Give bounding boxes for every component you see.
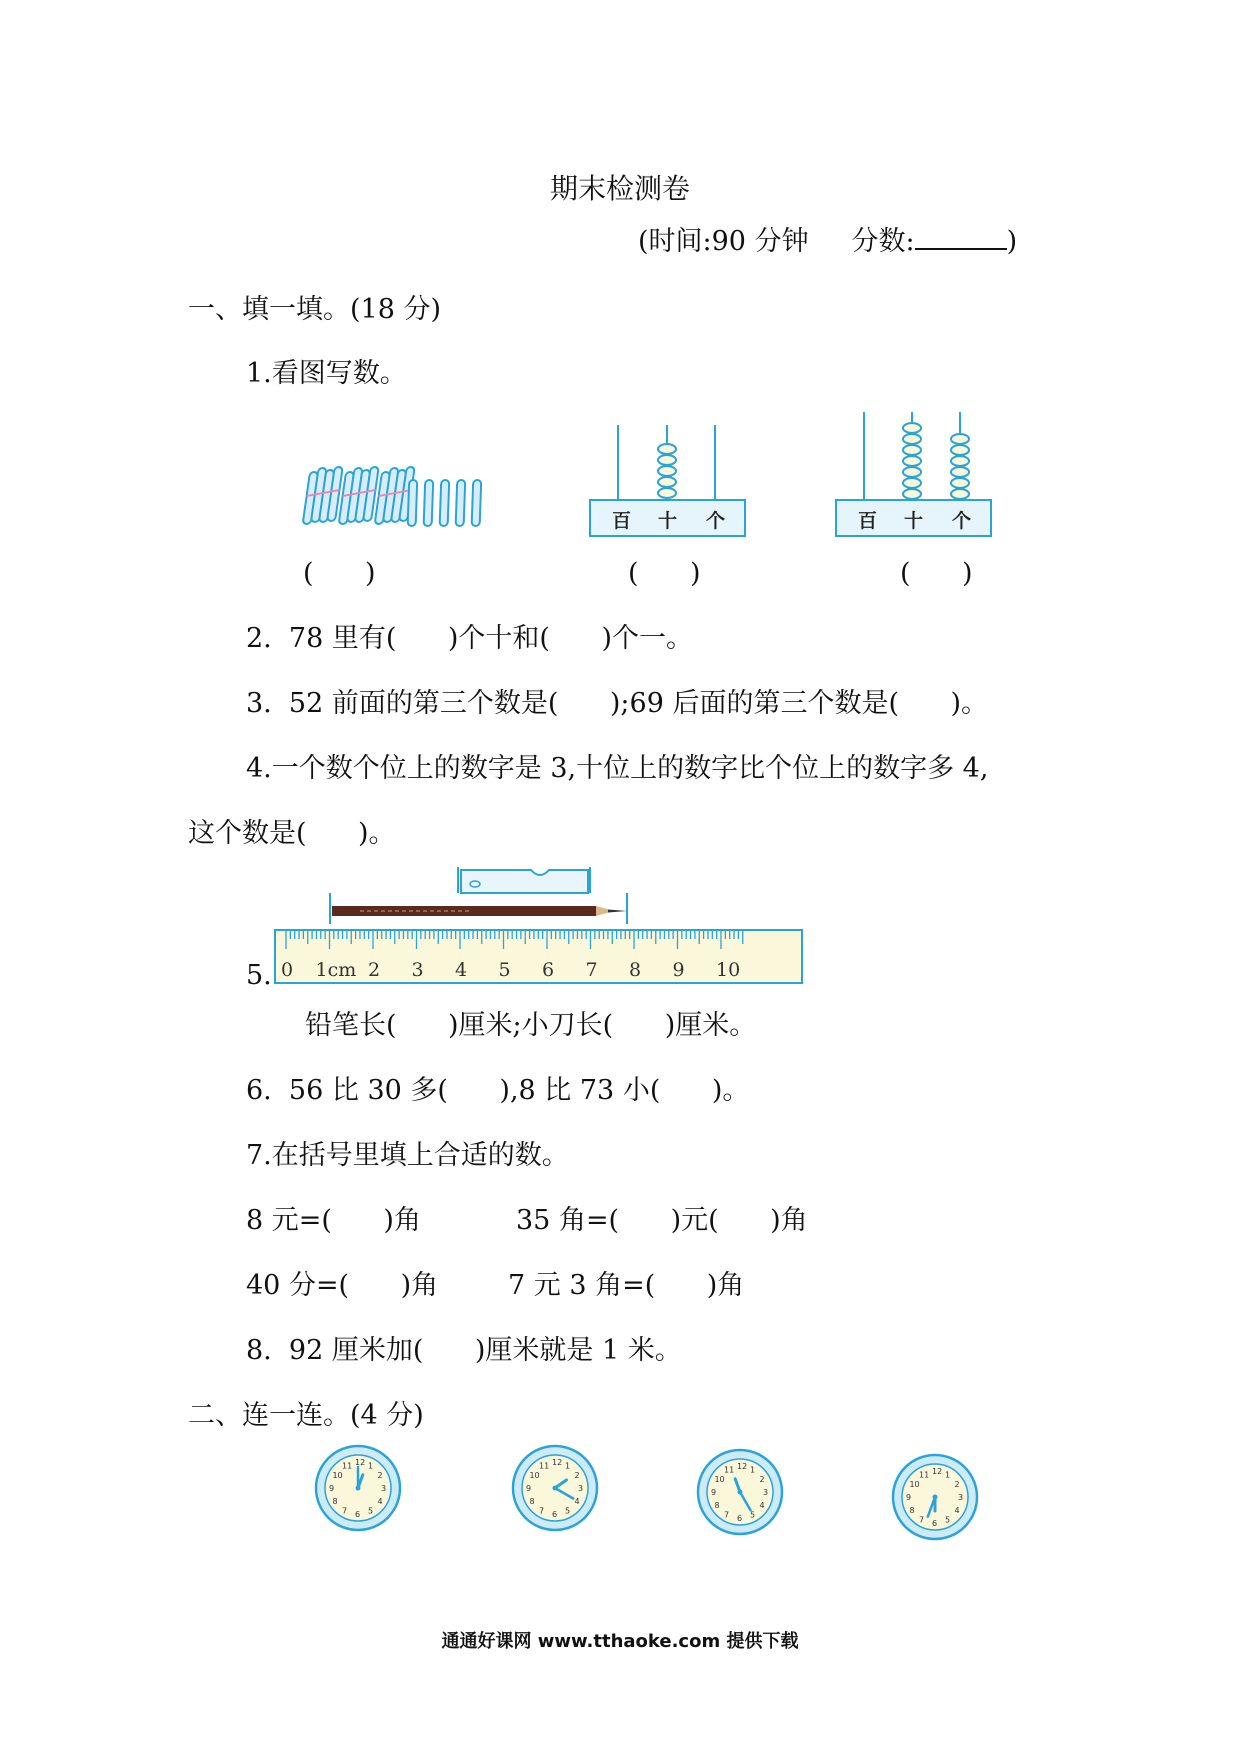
clock-numeral: 5 — [945, 1515, 951, 1525]
clock-numeral: 1 — [750, 1465, 756, 1475]
clock-icon[interactable] — [893, 1455, 977, 1539]
abacus-label: 十 — [658, 510, 678, 532]
ruler-label: 1cm — [315, 959, 357, 981]
clock-numeral: 8 — [909, 1506, 915, 1515]
section2-heading: 二、连一连。(4 分) — [188, 1400, 424, 1431]
ruler-label: 4 — [455, 959, 468, 981]
clock-numeral: 2 — [574, 1471, 580, 1480]
clock-numeral: 5 — [750, 1510, 756, 1520]
clock-numeral: 9 — [329, 1484, 335, 1493]
clock-numeral: 2 — [759, 1475, 765, 1484]
score-label: 分数: — [851, 226, 915, 257]
clock-numeral: 10 — [714, 1475, 725, 1484]
abacus-label: 个 — [706, 510, 726, 532]
q7-item: 8 元=( )角 — [246, 1205, 421, 1236]
ruler-label: 5 — [498, 959, 511, 981]
q7-text: 7.在括号里填上合适的数。 — [246, 1140, 569, 1171]
q5-answer: 铅笔长( )厘米;小刀长( )厘米。 — [305, 1010, 757, 1041]
q1-answer-blank[interactable]: ( ) — [628, 558, 701, 589]
ruler-label: 6 — [542, 959, 555, 981]
clock-numeral: 6 — [355, 1510, 361, 1519]
clock-icon[interactable] — [698, 1450, 782, 1534]
ruler-label: 8 — [629, 959, 642, 981]
clock-numeral: 12 — [932, 1467, 943, 1476]
section1-heading: 一、填一填。(18 分) — [188, 294, 442, 325]
q1-answer-blank[interactable]: ( ) — [303, 558, 376, 589]
clock-numeral: 11 — [724, 1465, 735, 1475]
clock-numeral: 12 — [737, 1462, 748, 1471]
q7-item: 7 元 3 角=( )角 — [508, 1270, 745, 1301]
footer-credit: 通通好课网 www.tthaoke.com 提供下载 — [441, 1631, 799, 1652]
clock-numeral: 8 — [332, 1497, 338, 1506]
clock-numeral: 3 — [381, 1484, 387, 1493]
q1-answer-blank[interactable]: ( ) — [900, 558, 973, 589]
clock-numeral: 4 — [574, 1497, 580, 1506]
clock-numeral: 10 — [332, 1471, 343, 1480]
q7-item: 35 角=( )元( )角 — [516, 1205, 808, 1236]
clock-numeral: 6 — [737, 1514, 743, 1523]
meta-close: ) — [1006, 226, 1018, 257]
clock-numeral: 8 — [714, 1501, 720, 1510]
clock-numeral: 1 — [945, 1470, 951, 1480]
ruler-label: 9 — [672, 959, 685, 981]
abacus-label: 百 — [858, 510, 878, 532]
ruler-label: 10 — [716, 959, 741, 981]
clock-numeral: 10 — [529, 1471, 540, 1480]
clock-numeral: 8 — [529, 1497, 535, 1506]
clock-numeral: 5 — [368, 1506, 374, 1516]
clock-numeral: 9 — [711, 1488, 717, 1497]
clock-numeral: 12 — [552, 1458, 563, 1467]
q1-text: 1.看图写数。 — [246, 358, 407, 389]
clock-numeral: 5 — [565, 1506, 571, 1516]
time-limit: (时间:90 分钟 — [638, 226, 809, 257]
q6-text: 6. 56 比 30 多( ),8 比 73 小( )。 — [246, 1075, 750, 1106]
clock-icon[interactable] — [513, 1446, 597, 1530]
clock-icon[interactable] — [316, 1446, 400, 1530]
q5-number: 5. — [246, 960, 272, 991]
clock-numeral: 11 — [342, 1461, 353, 1471]
q3-text: 3. 52 前面的第三个数是( );69 后面的第三个数是( )。 — [246, 688, 989, 719]
page-title: 期末检测卷 — [549, 172, 690, 205]
clock-numeral: 3 — [578, 1484, 584, 1493]
clock-numeral: 11 — [919, 1470, 930, 1480]
clock-numeral: 9 — [526, 1484, 532, 1493]
clock-numeral: 9 — [906, 1493, 912, 1502]
clock-numeral: 6 — [932, 1519, 938, 1528]
abacus-label: 十 — [904, 510, 924, 532]
clock-numeral: 4 — [377, 1497, 383, 1506]
ruler-label: 0 — [281, 959, 294, 981]
clock-numeral: 4 — [954, 1506, 960, 1515]
abacus-label: 百 — [612, 510, 632, 532]
clock-numeral: 7 — [724, 1510, 730, 1520]
ruler-label: 2 — [368, 959, 381, 981]
q2-text: 2. 78 里有( )个十和( )个一。 — [246, 623, 693, 654]
ruler-label: 3 — [411, 959, 424, 981]
q8-text: 8. 92 厘米加( )厘米就是 1 米。 — [246, 1335, 682, 1366]
clock-numeral: 2 — [954, 1480, 960, 1489]
clock-numeral: 10 — [909, 1480, 920, 1489]
clock-numeral: 12 — [355, 1458, 366, 1467]
clock-numeral: 6 — [552, 1510, 558, 1519]
clock-numeral: 3 — [763, 1488, 769, 1497]
clock-numeral: 7 — [919, 1515, 925, 1525]
q7-item: 40 分=( )角 — [246, 1270, 439, 1301]
q4-text-cont: 这个数是( )。 — [188, 818, 396, 849]
clock-numeral: 7 — [539, 1506, 545, 1516]
clock-numeral: 4 — [759, 1501, 765, 1510]
clock-numeral: 2 — [377, 1471, 383, 1480]
clock-numeral: 11 — [539, 1461, 550, 1471]
abacus-label: 个 — [952, 510, 972, 532]
clock-numeral: 1 — [565, 1461, 571, 1471]
clock-numeral: 1 — [368, 1461, 374, 1471]
clock-numeral: 7 — [342, 1506, 348, 1516]
q4-text: 4.一个数个位上的数字是 3,十位上的数字比个位上的数字多 4, — [246, 753, 989, 784]
clock-numeral: 3 — [958, 1493, 964, 1502]
ruler-label: 7 — [585, 959, 598, 981]
